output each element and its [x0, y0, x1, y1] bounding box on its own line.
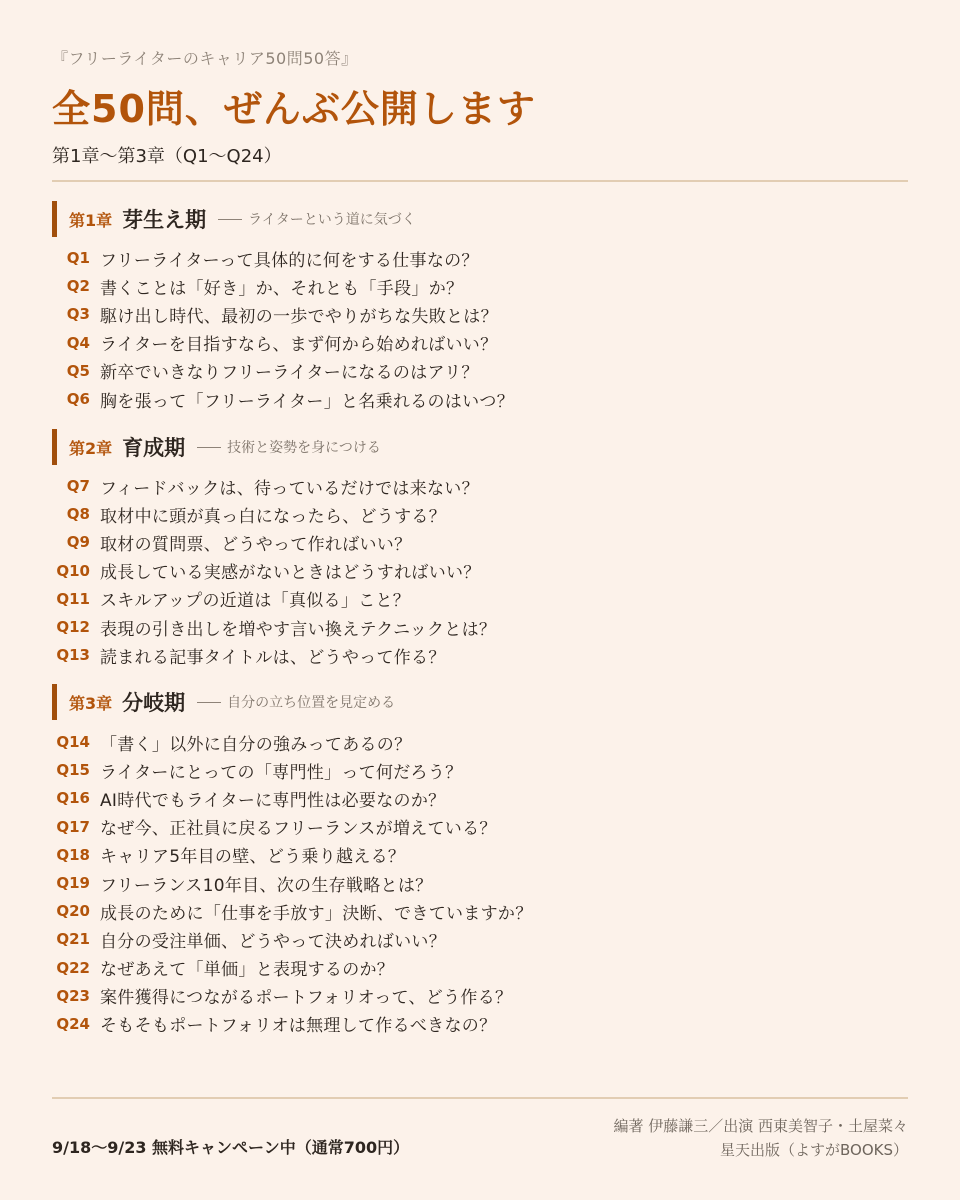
- question-text: フリーライターって具体的に何をする仕事なの？: [100, 250, 479, 271]
- subheadline: 第1章〜第3章（Q1〜Q24）: [52, 146, 282, 167]
- question-number: Q9: [66, 533, 90, 552]
- question-number: Q16: [56, 789, 90, 808]
- question-row: [52, 385, 892, 413]
- question-row: [52, 982, 892, 1010]
- question-row: [52, 472, 892, 500]
- question-text: フィードバックは、待っているだけでは来ない？: [100, 478, 479, 499]
- question-number: Q13: [56, 646, 90, 665]
- question-row: [52, 728, 892, 756]
- chapter-1-question-list: [52, 244, 892, 413]
- campaign-notice: 9/18〜9/23 無料キャンペーン中（通常700円）: [52, 1138, 410, 1157]
- question-number: Q20: [56, 902, 90, 921]
- question-row: [52, 613, 892, 641]
- chapter-tagline: 技術と姿勢を身につける: [227, 440, 381, 456]
- question-text: 駆け出し時代、最初の一歩でやりがちな失敗とは？: [100, 306, 498, 327]
- question-number: Q3: [66, 305, 90, 324]
- chapter-number: 第1章: [69, 210, 113, 230]
- credit-publisher: 星天出版（よすがBOOKS）: [720, 1141, 908, 1159]
- question-number: Q8: [66, 505, 90, 524]
- question-text: AI時代でもライターに専門性は必要なのか？: [100, 790, 446, 811]
- bottom-divider: [52, 1097, 908, 1099]
- question-text: ライターにとっての「専門性」って何だろう？: [100, 762, 463, 783]
- question-text: スキルアップの近道は「真似る」こと？: [100, 591, 411, 612]
- question-number: Q7: [66, 477, 90, 496]
- question-number: Q22: [56, 958, 90, 977]
- chapter-number: 第3章: [69, 693, 113, 713]
- question-text: なぜ今、正社員に戻るフリーランスが増えている？: [100, 819, 497, 840]
- question-row: [52, 641, 892, 669]
- chapter-dash: [197, 702, 221, 703]
- question-text: 成長のために「仕事を手放す」決断、できていますか？: [100, 903, 533, 924]
- chapter-2-question-list: [52, 472, 892, 669]
- question-row: [52, 925, 892, 953]
- question-number: Q6: [66, 390, 90, 409]
- question-number: Q2: [66, 277, 90, 296]
- question-text: 胸を張って「フリーライター」と名乗れるのはいつ？: [100, 391, 515, 412]
- chapter-dash: [197, 447, 221, 448]
- question-row: [52, 500, 892, 528]
- question-number: Q10: [56, 561, 90, 580]
- chapter-title: 分岐期: [122, 691, 186, 715]
- question-text: 新卒でいきなりフリーライターになるのはアリ？: [100, 363, 479, 384]
- question-row: [52, 1010, 892, 1038]
- chapter-dash: [218, 219, 242, 220]
- chapter-tagline: 自分の立ち位置を見定める: [227, 695, 396, 711]
- question-row: [52, 954, 892, 982]
- question-number: Q4: [66, 333, 90, 352]
- question-number: Q19: [56, 874, 90, 893]
- question-row: [52, 244, 892, 272]
- question-number: Q11: [56, 589, 90, 608]
- question-text: 「書く」以外に自分の強みってあるの？: [100, 734, 412, 755]
- question-number: Q21: [56, 930, 90, 949]
- question-row: [52, 329, 892, 357]
- question-text: 書くことは「好き」か、それとも「手段」か？: [100, 278, 464, 299]
- credits: [613, 1114, 908, 1162]
- question-number: Q1: [66, 249, 90, 268]
- chapter-marker-bar: [52, 684, 57, 720]
- question-text: 表現の引き出しを増やす言い換えテクニックとは？: [100, 619, 497, 640]
- question-row: [52, 813, 892, 841]
- question-text: ライターを目指すなら、まず何から始めればいい？: [100, 335, 498, 356]
- question-text: 自分の受注単価、どうやって決めればいい？: [100, 931, 446, 952]
- question-number: Q23: [56, 986, 90, 1005]
- chapter-2-heading: [52, 429, 852, 465]
- chapter-marker-bar: [52, 201, 57, 237]
- question-row: [52, 272, 892, 300]
- question-row: [52, 756, 892, 784]
- question-number: Q17: [56, 817, 90, 836]
- chapter-number: 第2章: [69, 438, 113, 458]
- chapter-title: 芽生え期: [122, 208, 207, 232]
- question-row: [52, 841, 892, 869]
- question-number: Q24: [56, 1014, 90, 1033]
- question-number: Q14: [56, 733, 90, 752]
- question-row: [52, 557, 892, 585]
- question-text: 読まれる記事タイトルは、どうやって作る？: [100, 647, 446, 668]
- question-text: そもそもポートフォリオは無理して作るべきなの？: [100, 1016, 497, 1037]
- chapter-marker-bar: [52, 429, 57, 465]
- chapter-tagline: ライターという道に気づく: [248, 212, 416, 228]
- series-title: 『フリーライターのキャリア50問50答』: [52, 49, 358, 68]
- question-number: Q12: [56, 618, 90, 637]
- question-number: Q5: [66, 361, 90, 380]
- question-row: [52, 357, 892, 385]
- headline: 全50問、ぜんぶ公開します: [52, 87, 536, 131]
- question-text: フリーランス10年目、次の生存戦略とは？: [100, 875, 433, 896]
- question-row: [52, 897, 892, 925]
- question-text: なぜあえて「単価」と表現するのか？: [100, 960, 395, 981]
- credit-authors: 編著 伊藤謙三／出演 西東美智子・土屋菜々: [613, 1117, 908, 1135]
- question-text: 取材の質問票、どうやって作ればいい？: [100, 534, 412, 555]
- chapter-3-question-list: [52, 728, 892, 1038]
- chapter-1-heading: [52, 201, 852, 237]
- question-row: [52, 784, 892, 812]
- question-number: Q18: [56, 845, 90, 864]
- question-row: [52, 869, 892, 897]
- question-text: キャリア5年目の壁、どう乗り越える？: [100, 847, 406, 868]
- question-text: 成長している実感がないときはどうすればいい？: [100, 563, 481, 584]
- question-text: 取材中に頭が真っ白になったら、どうする？: [100, 506, 446, 527]
- question-number: Q15: [56, 761, 90, 780]
- chapter-3-heading: [52, 684, 852, 720]
- question-text: 案件獲得につながるポートフォリオって、どう作る？: [100, 988, 513, 1009]
- top-divider: [52, 180, 908, 182]
- question-row: [52, 300, 892, 328]
- question-row: [52, 528, 892, 556]
- chapter-title: 育成期: [122, 436, 186, 460]
- question-row: [52, 585, 892, 613]
